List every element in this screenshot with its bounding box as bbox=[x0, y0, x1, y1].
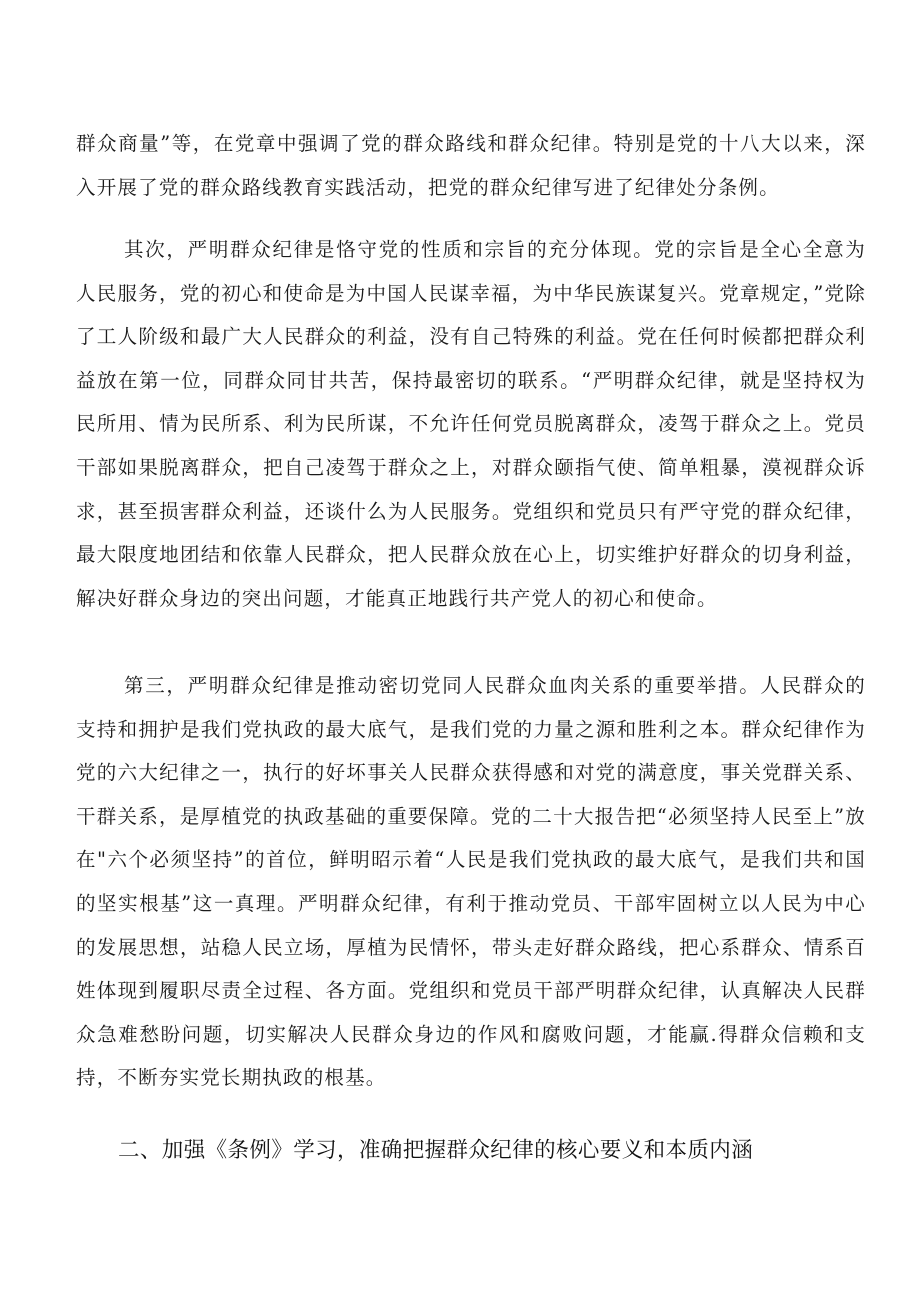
paragraph-second-point: 其次，严明群众纪律是恪守党的性质和宗旨的充分体现。党的宗旨是全心全意为人民服务，党的初心和使命是为中国人民谋幸福，为中华民族谋复兴。党章规定，”党除了工人阶级和最广大人民群众的利益，没有自己特殊的利益。党在任何时候都把群众利益放在第一位，同群众同甘共苦，保持最密切的联系。“严明群众纪律，就是坚持权为民所用、情为民所系、利为民所谋，不允许任何党员脱离群众，凌驾于群众之上。党员干部如果脱离群众，把自己凌驾于群众之上，对群众颐指气使、简单粗暴，漠视群众诉求，甚至损害群众利益，还谈什么为人民服务。党组织和党员只有严守党的群众纪律，最大限度地团结和依靠人民群众，把人民群众放在心上，切实维护好群众的切身利益，解决好群众身边的突出问题，才能真正地践行共产党人的初心和使命。 bbox=[76, 238, 866, 610]
paragraph-third-point: 第三，严明群众纪律是推动密切党同人民群众血肉关系的重要举措。人民群众的支持和拥护是我们党执政的最大底气，是我们党的力量之源和胜利之本。群众纪律作为党的六大纪律之一，执行的好坏事关人民群众获得感和对党的满意度，事关党群关系、干群关系，是厚植党的执政基础的重要保障。党的二十大报告把“必须坚持人民至上”放在"六个必须坚持”的首位，鲜明昭示着“人民是我们党执政的最大底气，是我们共和国的坚实根基”这一真理。严明群众纪律，有利于推动党员、干部牢固树立以人民为中心的发展思想，站稳人民立场，厚植为民情怀，带头走好群众路线，把心系群众、情系百姓体现到履职尽责全过程、各方面。党组织和党员干部严明群众纪律，认真解决人民群众急难愁盼问题，切实解决人民群众身边的作风和腐败问题，才能赢.得群众信赖和支持，不断夯实党长期执政的根基。 bbox=[76, 674, 866, 1090]
paragraph-continued: 群众商量”等，在党章中强调了党的群众路线和群众纪律。特别是党的十八大以来，深入开展了党的群众路线教育实践活动，把党的群众纪律写进了纪律处分条例。 bbox=[76, 132, 866, 199]
section-heading: 二、加强《条例》学习，准确把握群众纪律的核心要义和本质内涵 bbox=[118, 1138, 754, 1163]
